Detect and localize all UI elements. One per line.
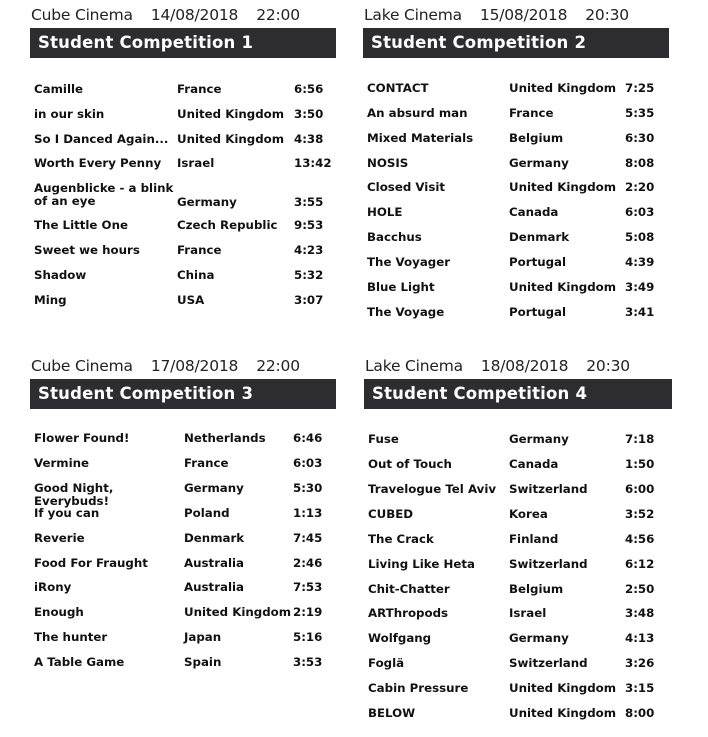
film-country: France [177,82,222,96]
film-title: The Voyager [367,255,451,269]
film-country: Israel [509,606,547,620]
film-country: United Kingdom [177,132,285,146]
film-title: Ming [34,293,67,307]
film-row [364,707,672,735]
film-duration: 3:07 [294,293,324,307]
film-duration: 7:18 [625,432,655,446]
film-duration: 6:56 [294,82,324,96]
film-country: United Kingdom [509,706,617,720]
film-duration: 1:13 [293,506,323,520]
film-duration: 7:53 [293,580,323,594]
film-country: Poland [184,506,230,520]
screening-info [31,6,300,24]
film-title: If you can [34,506,100,520]
film-country: Australia [184,556,245,570]
film-duration: 3:53 [293,655,323,669]
film-country: Spain [184,655,222,669]
screening-info [31,357,300,375]
film-title: Worth Every Penny [34,156,162,170]
film-country: USA [177,293,205,307]
film-title: Reverie [34,531,85,545]
screening-time: 20:30 [586,357,630,375]
film-title: Vermine [34,456,90,470]
screening-time: 22:00 [256,357,300,375]
film-title: CONTACT [367,81,429,95]
competition-title: Student Competition 3 [30,379,336,409]
film-duration: 6:30 [625,131,655,145]
screening-info [364,6,629,24]
film-row [30,656,336,684]
film-duration: 4:56 [625,532,655,546]
screening-time: 22:00 [256,6,300,24]
film-country: Japan [184,630,222,644]
film-title: Enough [34,605,84,619]
film-country: Finland [509,532,559,546]
film-duration: 3:41 [625,305,655,319]
film-title: Shadow [34,268,87,282]
film-duration: 3:49 [625,280,655,294]
venue-name: Cube Cinema [31,357,133,375]
film-title: The hunter [34,630,108,644]
venue-name: Lake Cinema [365,357,463,375]
film-duration: 6:46 [293,431,323,445]
film-duration: 7:25 [625,81,655,95]
film-duration: 2:20 [625,180,655,194]
screening-time: 20:30 [585,6,629,24]
screening-block [30,6,346,386]
screening-date: 17/08/2018 [150,357,239,375]
film-title: The Little One [34,218,128,232]
film-title: Sweet we hours [34,243,140,257]
film-title: So I Danced Again... [34,132,169,146]
screening-block [364,357,682,737]
film-row [30,182,336,210]
film-duration: 5:30 [293,481,323,495]
film-country: United Kingdom [509,681,617,695]
screening-info [365,357,630,375]
screening-block [30,357,346,737]
film-country: Switzerland [509,482,588,496]
film-country: Germany [509,432,569,446]
film-title: Chit-Chatter [368,582,450,596]
competition-title: Student Competition 2 [363,28,669,58]
film-duration: 3:50 [294,107,324,121]
film-country: Czech Republic [177,218,278,232]
film-duration: 9:53 [294,218,324,232]
film-duration: 2:50 [625,582,655,596]
film-country: Germany [509,156,569,170]
film-duration: 4:38 [294,132,324,146]
film-country: Netherlands [184,431,266,445]
film-title: Good Night, Everybuds! [34,481,114,508]
film-title: Travelogue Tel Aviv [368,482,497,496]
film-country: United Kingdom [184,605,292,619]
film-title: CUBED [368,507,414,521]
film-country: Canada [509,457,559,471]
film-country: Switzerland [509,557,588,571]
film-duration: 6:03 [625,205,655,219]
film-duration: 5:32 [294,268,324,282]
film-country: Belgium [509,131,564,145]
film-title: Camille [34,82,84,96]
film-duration: 4:13 [625,631,655,645]
film-title: An absurd man [367,106,468,120]
film-duration: 5:16 [293,630,323,644]
film-title: Augenblicke - a blink of an eye [34,181,174,208]
film-country: France [177,243,222,257]
film-country: France [184,456,229,470]
film-duration: 2:19 [293,605,323,619]
film-duration: 13:42 [294,156,332,170]
film-country: Belgium [509,582,564,596]
film-country: Canada [509,205,559,219]
venue-name: Cube Cinema [31,6,133,24]
film-duration: 5:08 [625,230,655,244]
film-country: Denmark [184,531,245,545]
film-title: Living Like Heta [368,557,475,571]
film-duration: 3:52 [625,507,655,521]
film-duration: 6:03 [293,456,323,470]
film-country: Portugal [509,305,567,319]
film-title: Cabin Pressure [368,681,469,695]
competition-title: Student Competition 1 [30,28,336,58]
film-duration: 1:50 [625,457,655,471]
film-country: Germany [177,195,237,209]
film-country: United Kingdom [509,81,617,95]
film-duration: 3:55 [294,195,324,209]
competition-title: Student Competition 4 [364,379,672,409]
film-country: France [509,106,554,120]
film-row [30,294,336,322]
film-duration: 7:45 [293,531,323,545]
film-title: Closed Visit [367,180,446,194]
film-country: Germany [509,631,569,645]
film-duration: 4:23 [294,243,324,257]
film-title: Bacchus [367,230,422,244]
film-title: NOSIS [367,156,409,170]
film-title: Out of Touch [368,457,452,471]
film-title: Foglä [368,656,405,670]
film-country: China [177,268,215,282]
film-title: in our skin [34,107,105,121]
film-country: Portugal [509,255,567,269]
film-title: ARThropods [368,606,449,620]
film-title: BELOW [368,706,416,720]
film-country: Korea [509,507,548,521]
film-duration: 8:08 [625,156,655,170]
film-country: United Kingdom [177,107,285,121]
film-country: Australia [184,580,245,594]
film-duration: 3:26 [625,656,655,670]
film-country: Germany [184,481,244,495]
film-duration: 6:00 [625,482,655,496]
film-title: HOLE [367,205,403,219]
film-duration: 3:48 [625,606,655,620]
film-country: United Kingdom [509,180,617,194]
film-row [363,306,669,334]
film-title: Wolfgang [368,631,432,645]
venue-name: Lake Cinema [364,6,462,24]
screening-date: 15/08/2018 [479,6,568,24]
film-title: Mixed Materials [367,131,474,145]
film-country: Switzerland [509,656,588,670]
screening-block [363,6,679,386]
screening-date: 18/08/2018 [480,357,569,375]
film-title: A Table Game [34,655,125,669]
film-duration: 8:00 [625,706,655,720]
film-title: iRony [34,580,72,594]
film-country: Israel [177,156,215,170]
film-title: Blue Light [367,280,435,294]
film-duration: 6:12 [625,557,655,571]
film-duration: 4:39 [625,255,655,269]
film-title: Food For Fraught [34,556,148,570]
film-country: Denmark [509,230,570,244]
film-title: Fuse [368,432,399,446]
film-duration: 5:35 [625,106,655,120]
film-country: United Kingdom [509,280,617,294]
film-title: The Crack [368,532,434,546]
film-title: Flower Found! [34,431,130,445]
film-duration: 2:46 [293,556,323,570]
film-title: The Voyage [367,305,445,319]
screening-date: 14/08/2018 [150,6,239,24]
film-duration: 3:15 [625,681,655,695]
